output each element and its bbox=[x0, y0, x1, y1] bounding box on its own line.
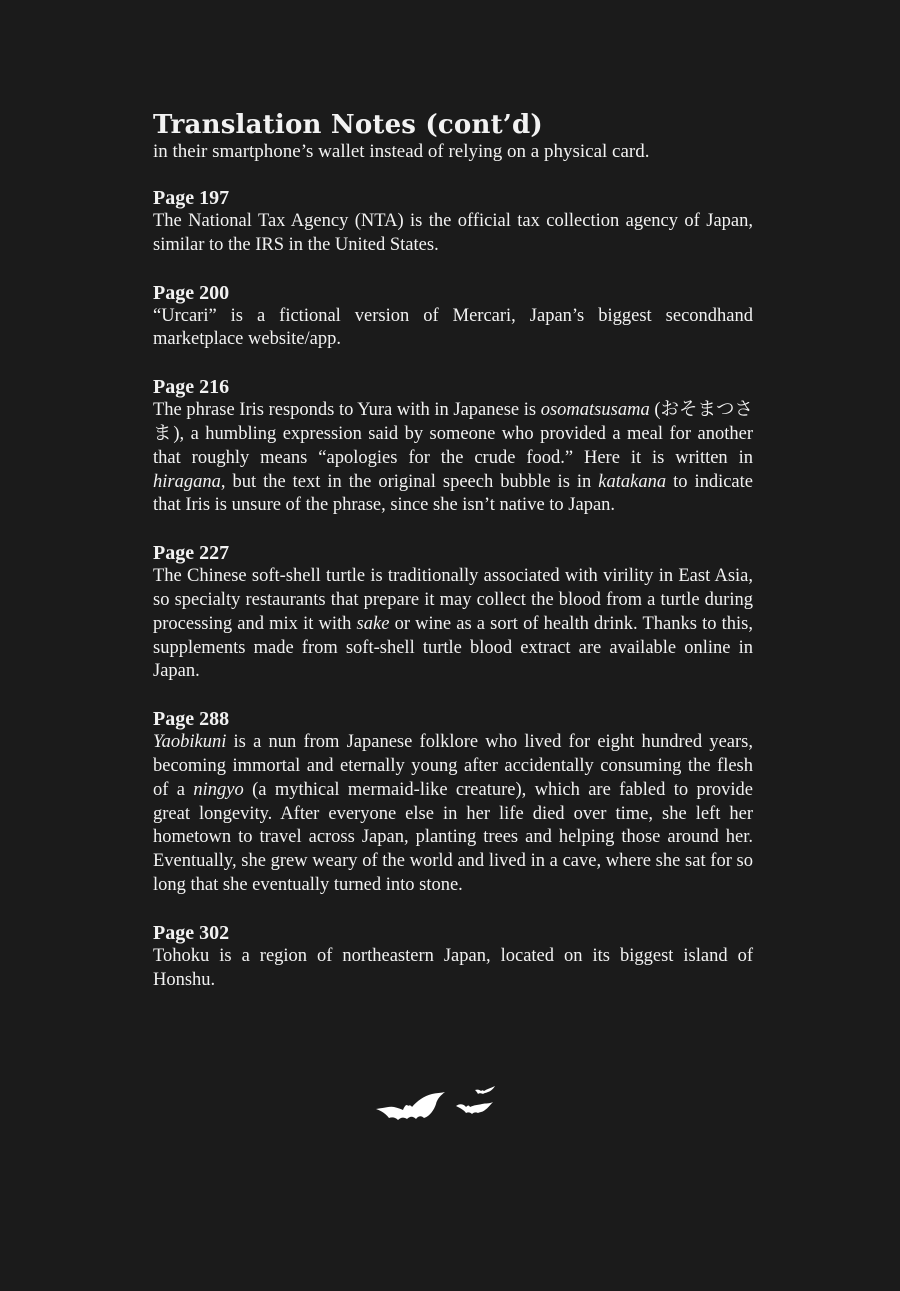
note-text: “Urcari” is a fictional version of Mercari, Japan’s biggest secondhand marketplace website/app. bbox=[153, 305, 753, 350]
small-bat-icon bbox=[456, 1102, 493, 1114]
note-heading: Page 200 bbox=[153, 281, 230, 304]
note-section bbox=[153, 541, 753, 684]
note-body bbox=[153, 731, 753, 898]
note-body bbox=[153, 565, 753, 684]
note-section bbox=[153, 375, 753, 518]
tiny-bat-icon bbox=[475, 1086, 495, 1094]
bats-icon bbox=[374, 1082, 504, 1132]
italic-term: ningyo bbox=[193, 779, 244, 800]
large-bat-icon bbox=[376, 1092, 445, 1120]
note-section bbox=[153, 281, 753, 353]
note-text: The National Tax Agency (NTA) is the official tax collection agency of Japan, similar to the IRS in the United States. bbox=[153, 211, 753, 255]
note-body bbox=[153, 945, 753, 993]
note-text: (おそまつさま), a humbling expression said by someone who provided a meal for another that roughly means “apologies for the crude food.” Here it is written in bbox=[153, 400, 753, 468]
note-section bbox=[153, 707, 753, 898]
translation-notes-page bbox=[153, 110, 753, 1015]
note-section bbox=[153, 186, 753, 258]
note-heading: Page 288 bbox=[153, 708, 230, 731]
notes-list bbox=[153, 186, 753, 992]
italic-term: Yaobikuni bbox=[153, 732, 227, 753]
note-body bbox=[153, 399, 753, 518]
italic-term: osomatsusama bbox=[540, 400, 650, 421]
italic-term: katakana bbox=[598, 471, 667, 492]
note-text: or wine as a sort of health drink. Thanks to this, supplements made from soft-shell turtle blood extract are available online in Japan. bbox=[153, 613, 753, 682]
italic-term: sake bbox=[356, 613, 390, 634]
page-title: Translation Notes (cont’d) bbox=[153, 110, 543, 140]
note-text: The phrase Iris responds to Yura with in Japanese is bbox=[153, 400, 541, 421]
note-body bbox=[153, 305, 753, 353]
note-body bbox=[153, 210, 753, 258]
note-heading: Page 197 bbox=[153, 187, 230, 209]
continued-text: in their smartphone’s wallet instead of relying on a physical card. bbox=[153, 141, 650, 162]
note-text: is a nun from Japanese folklore who lived for eight hundred years, becoming immortal and eternally young after accidentally consuming the flesh of a bbox=[153, 732, 753, 800]
note-text: (a mythical mermaid-like creature), which are fabled to provide great longevity. After everyone else in her life died over time, she left her hometown to travel across Japan, planting trees and helping those around her. Eventually, she grew weary of the world and lived in a cave, where she sat for so long that she eventually turned into stone. bbox=[153, 779, 753, 895]
note-heading: Page 302 bbox=[153, 921, 230, 944]
note-text: , but the text in the original speech bubble is in bbox=[220, 471, 599, 492]
note-text: The Chinese soft-shell turtle is traditionally associated with virility in East Asia, so specialty restaurants that prepare it may collect the blood from a turtle during processing and mix it with bbox=[153, 566, 753, 634]
note-text: to indicate that Iris is unsure of the phrase, since she isn’t native to Japan. bbox=[153, 471, 753, 516]
note-section bbox=[153, 921, 753, 993]
note-text: Tohoku is a region of northeastern Japan, located on its biggest island of Honshu. bbox=[153, 945, 753, 990]
italic-term: hiragana bbox=[153, 471, 221, 492]
note-heading: Page 216 bbox=[153, 376, 230, 399]
note-heading: Page 227 bbox=[153, 542, 230, 565]
